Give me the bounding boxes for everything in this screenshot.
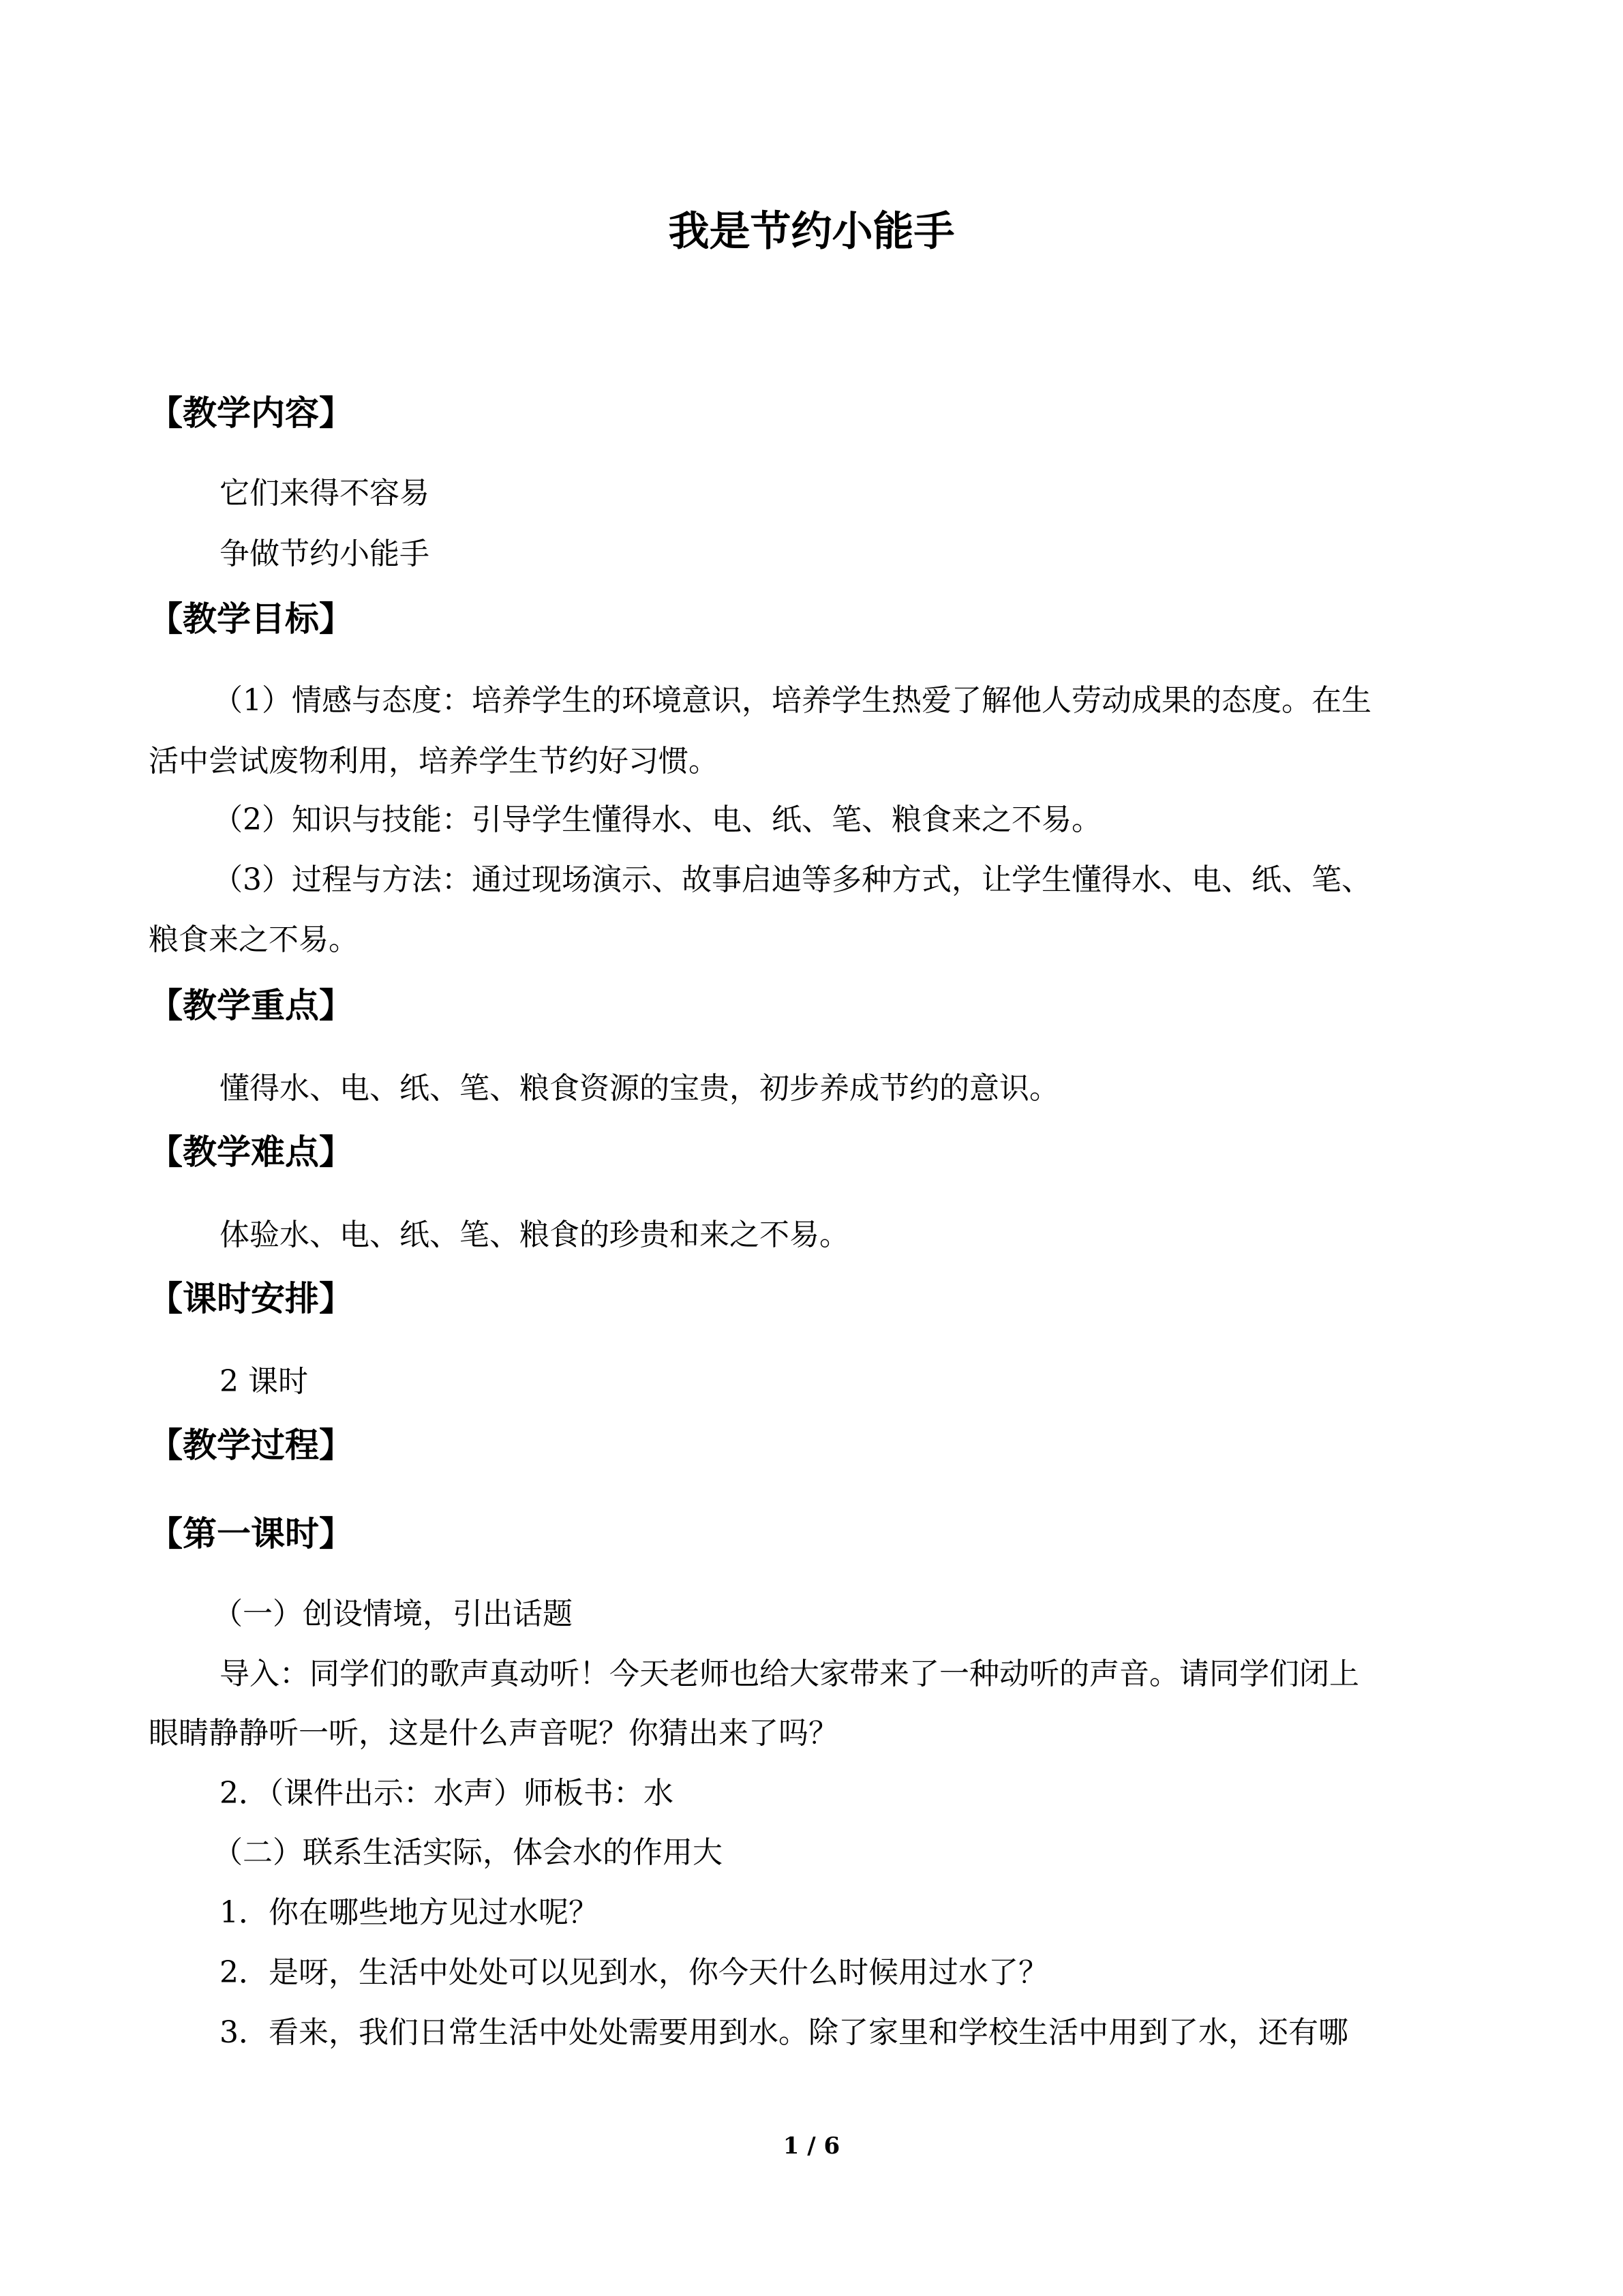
schedule-line-1: 2 课时 xyxy=(219,1364,308,1399)
lesson1-line-3: 眼睛静静听一听，这是什么声音呢？你猜出来了吗？ xyxy=(149,1716,838,1751)
lesson1-line-5: （二）联系生活实际，体会水的作用大 xyxy=(213,1835,723,1870)
lesson1-line-6: 1．你在哪些地方见过水呢？ xyxy=(219,1895,598,1930)
content-line-2: 争做节约小能手 xyxy=(219,537,429,571)
lesson1-line-2: 导入：同学们的歌声真动听！今天老师也给大家带来了一种动听的声音。请同学们闭上 xyxy=(219,1657,1359,1691)
section-heading-lesson1: 【第一课时】 xyxy=(149,1514,353,1554)
page-number: 1 / 6 xyxy=(783,2132,840,2160)
goals-line-4: （3）过程与方法：通过现场演示、故事启迪等多种方式，让学生懂得水、电、纸、笔、 xyxy=(213,862,1371,897)
lesson1-line-4: 2．（课件出示：水声）师板书：水 xyxy=(219,1776,673,1811)
section-heading-process: 【教学过程】 xyxy=(149,1425,353,1465)
section-heading-schedule: 【课时安排】 xyxy=(149,1279,353,1318)
lesson1-line-7: 2．是呀，生活中处处可以见到水，你今天什么时候用过水了？ xyxy=(219,1955,1048,1990)
goals-line-1: （1）情感与态度：培养学生的环境意识，培养学生热爱了解他人劳动成果的态度。在生 xyxy=(213,683,1371,718)
difficulties-line-1: 体验水、电、纸、笔、粮食的珍贵和来之不易。 xyxy=(219,1218,849,1252)
section-heading-content: 【教学内容】 xyxy=(149,393,353,433)
lesson1-line-8: 3．看来，我们日常生活中处处需要用到水。除了家里和学校生活中用到了水，还有哪 xyxy=(219,2015,1348,2050)
content-line-1: 它们来得不容易 xyxy=(219,476,429,511)
section-heading-goals: 【教学目标】 xyxy=(149,599,353,639)
key-points-line-1: 懂得水、电、纸、笔、粮食资源的宝贵，初步养成节约的意识。 xyxy=(219,1071,1059,1106)
section-heading-difficulties: 【教学难点】 xyxy=(149,1132,353,1172)
document-title: 我是节约小能手 xyxy=(668,208,955,256)
lesson1-line-1: （一）创设情境，引出话题 xyxy=(213,1597,573,1631)
goals-line-3: （2）知识与技能：引导学生懂得水、电、纸、笔、粮食来之不易。 xyxy=(213,802,1102,837)
section-heading-key-points: 【教学重点】 xyxy=(149,986,353,1025)
goals-line-2: 活中尝试废物利用，培养学生节约好习惯。 xyxy=(149,744,718,779)
goals-line-5: 粮食来之不易。 xyxy=(149,922,359,957)
